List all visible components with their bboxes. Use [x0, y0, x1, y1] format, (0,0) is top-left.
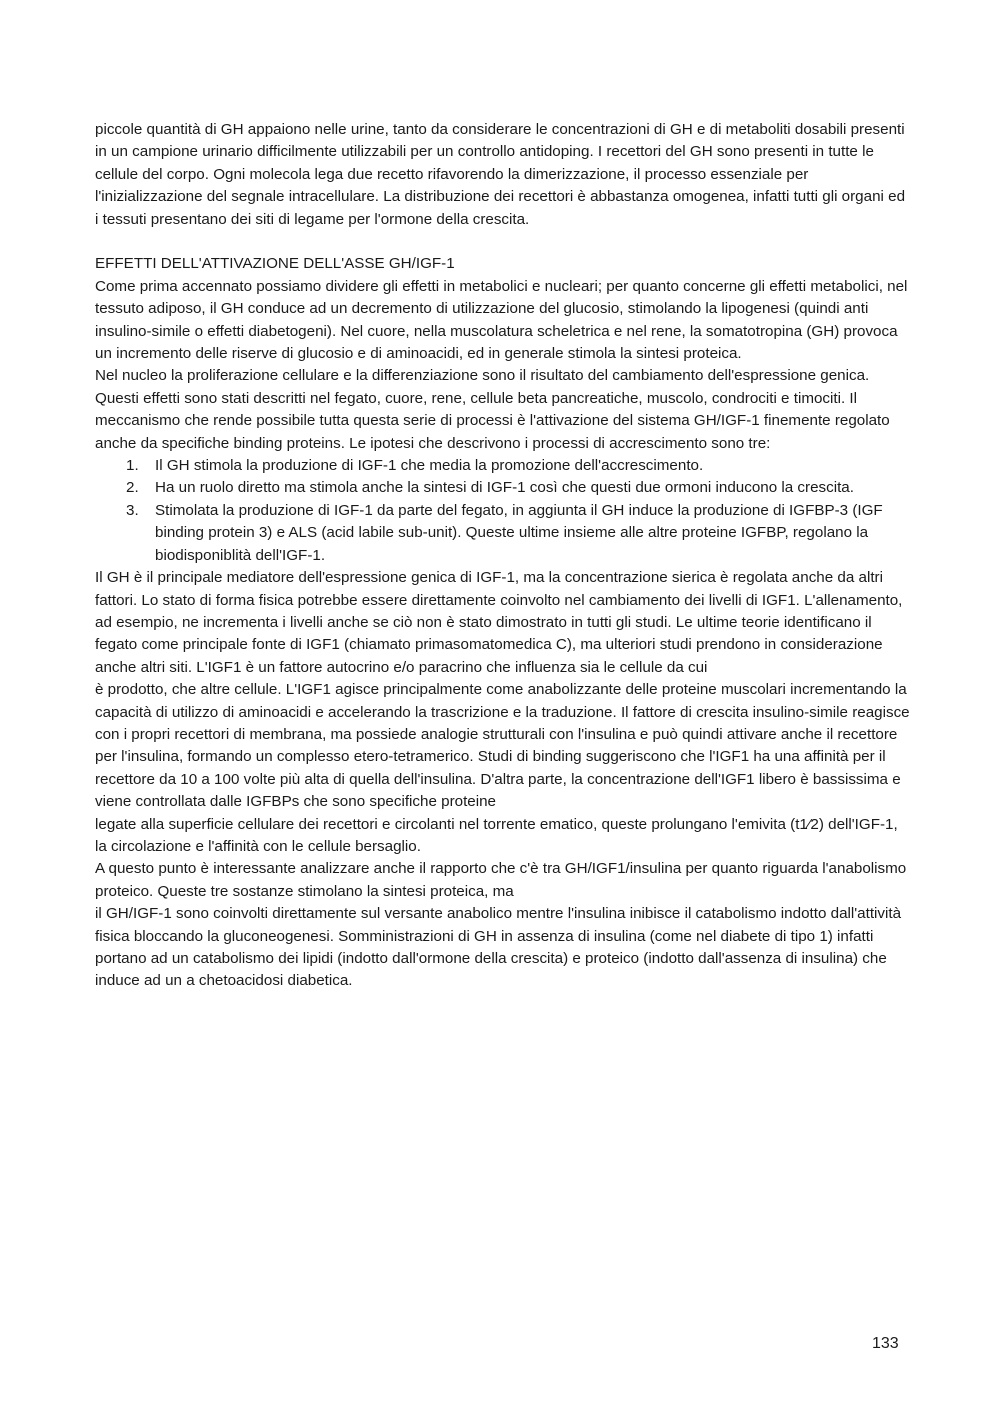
list-item [95, 477, 910, 499]
paragraph-spacer [95, 231, 910, 253]
list-item-text: Ha un ruolo diretto ma stimola anche la sintesi di IGF-1 così che questi due ormoni inducono la crescita. [155, 479, 854, 497]
list-item-text: Il GH stimola la produzione di IGF-1 che media la promozione dell'accrescimento. [155, 457, 704, 475]
section-heading: EFFETTI DELL'ATTIVAZIONE DELL'ASSE GH/IGF-1 [95, 255, 455, 273]
final-paragraph: induce ad un a chetoacidosi diabetica. [95, 972, 353, 990]
list-item [95, 455, 910, 477]
catabolism-paragraph: il GH/IGF-1 sono coinvolti direttamente sul versante anabolico mentre l'insulina inibisce il catabolismo indotto dall'attività fisica bloccando la gluconeogenesi. Somministrazioni di GH in assenza di insulina (come nel diabete di tipo 1) infatti portano ad un catabolismo dei lipidi (indotto dall'ormone della crescita) e proteico (indotto dall'assenza di insulina) che [95, 905, 902, 968]
list-item-number: 1. [126, 457, 139, 475]
nucleus-paragraph: Nel nucleo la proliferazione cellulare e la differenziazione sono il risultato del cambiamento dell'espressione genica. [95, 367, 870, 385]
intro-paragraph: piccole quantità di GH appaiono nelle urine, tanto da considerare le concentrazioni di GH e di metaboliti dosabili presenti in un campione urinario difficilmente utilizzabili per un controllo antidoping. I recettori del GH sono presenti in tutte le cellule del corpo. Ogni molecola lega due recetto rifavorendo la dimerizzazione, il processo essenziale per l'inizializzazione del segnale intracellulare. La distribuzione dei recettori è abbastanza omogenea, infatti tutti gli organi ed i tessuti presentano dei siti di legame per l'ormone della crescita. [95, 121, 906, 228]
list-item-text: Stimolata la produzione di IGF-1 da parte del fegato, in aggiunta il GH induce la produzione di IGFBP-3 (IGF binding protein 3) e ALS (acid labile sub-unit). Queste ultime insieme alle altre proteine IGFBP, regolano la biodisponiblità dell'IGF-1. [155, 501, 883, 564]
bound-proteins-paragraph: legate alla superficie cellulare dei recettori e circolanti nel torrente ematico, queste prolungano l'emivita (t1⁄2) dell'IGF-1, la circolazione e l'affinità con le cellule bersaglio. [95, 815, 898, 855]
list-item [95, 500, 910, 567]
list-item-number: 2. [126, 479, 139, 497]
list-item-number: 3. [126, 501, 139, 519]
mediator-paragraph: Il GH è il principale mediatore dell'espressione genica di IGF-1, ma la concentrazione sierica è regolata anche da altri fattori. Lo stato di forma fisica potrebbe essere direttamente coinvolto nel cambiamento dei livelli di IGF1. L'allenamento, ad esempio, ne incrementa i livelli anche se ciò non è stato dimostrato in tutti gli studi. Le ultime teorie identificano il fegato come principale fonte di IGF1 (chiamato primasomatomedica C), ma ulteriori studi prendono in considerazione anche altri siti. L'IGF1 è un fattore autocrino e/o paracrino che influenza sia le cellule da cui [95, 569, 903, 676]
page-body [95, 119, 910, 993]
tissues-paragraph: Questi effetti sono stati descritti nel fegato, cuore, rene, cellule beta pancreatiche, muscolo, condrociti e timociti. Il meccanismo che rende possibile tutta questa serie di processi è l'attivazione del sistema GH/IGF-1 finemente regolato anche da specifiche binding proteins. Le ipotesi che descrivono i processi di accrescimento sono tre: [95, 389, 890, 452]
page-number: 133 [872, 1335, 899, 1352]
effects-paragraph: Come prima accennato possiamo dividere gli effetti in metabolici e nucleari; per quanto concerne gli effetti metabolici, nel tessuto adiposo, il GH conduce ad un decremento di utilizzazione del glucosio, stimolando la lipogenesi (quindi anti insulino-simile o effetti diabetogeni). Nel cuore, nella muscolatura scheletrica e nel rene, la somatotropina (GH) provoca un incremento delle riserve di glucosio e di aminoacidi, ed in generale stimola la sintesi proteica. [95, 277, 908, 363]
relationship-paragraph: A questo punto è interessante analizzare anche il rapporto che c'è tra GH/IGF1/insulina per quanto riguarda l'anabolismo proteico. Queste tre sostanze stimolano la sintesi proteica, ma [95, 860, 907, 900]
hypotheses-list [95, 455, 910, 567]
anabolic-paragraph: è prodotto, che altre cellule. L'IGF1 agisce principalmente come anabolizzante delle proteine muscolari incrementando la capacità di utilizzo di aminoacidi e accelerando la trascrizione e la traduzione. Il fattore di crescita insulino-simile reagisce con i propri recettori di membrana, ma possiede analogie strutturali con l'insulina e può quindi attivare anche il recettore per l'insulina, formando un complesso etero-tetramerico. Studi di binding suggeriscono che l'IGF1 ha una affinità per il recettore da 10 a 100 volte più alta di quella dell'insulina. D'altra parte, la concentrazione dell'IGF1 libero è bassissima e viene controllata dalle IGFBPs che sono specifiche proteine [95, 681, 910, 811]
